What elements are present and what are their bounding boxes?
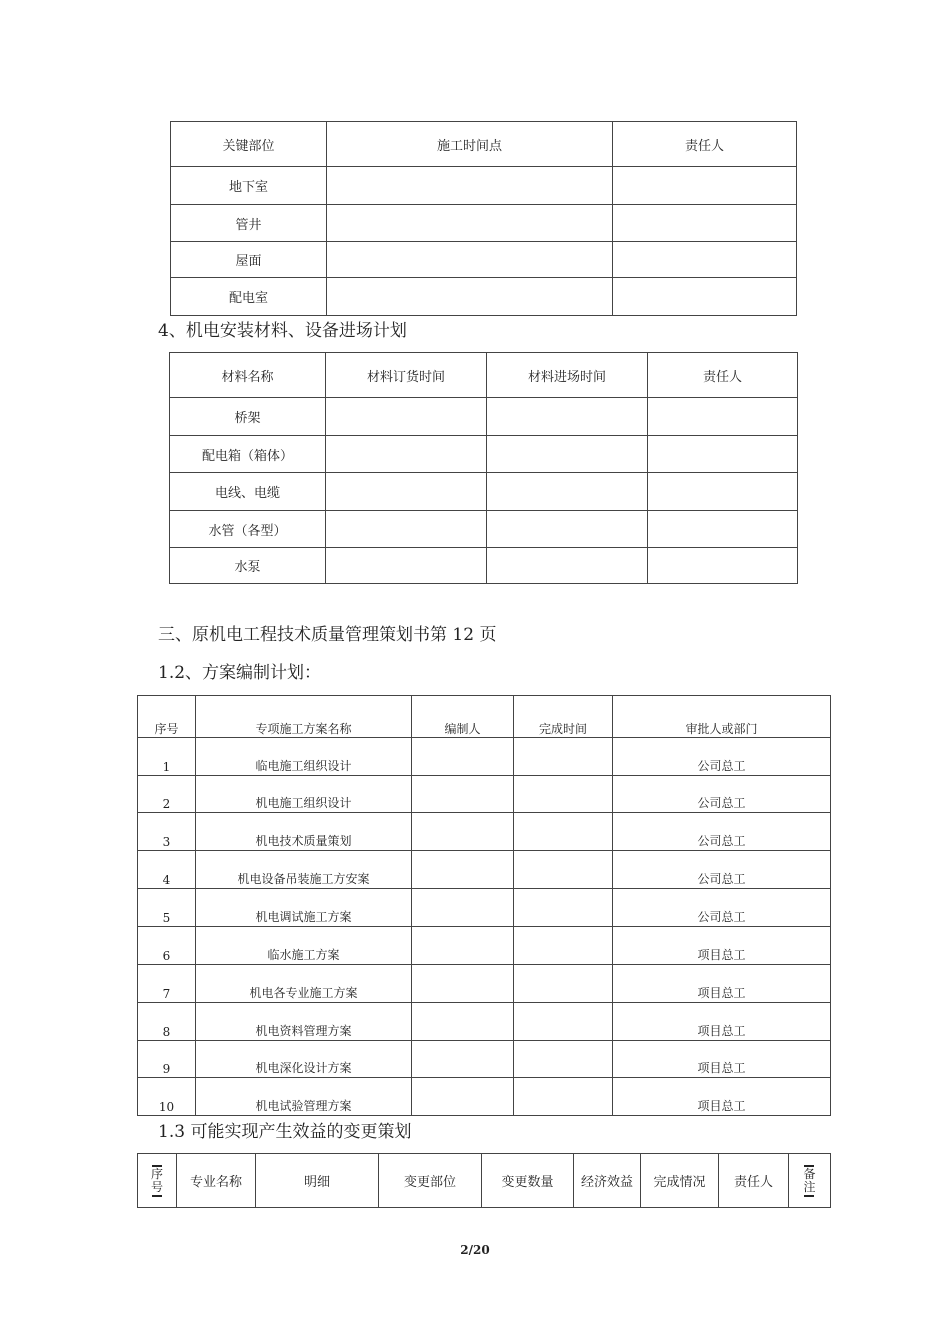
header-responsible: 责任人 bbox=[719, 1154, 789, 1208]
plan-table bbox=[137, 695, 831, 1116]
header-no: 序号 bbox=[138, 696, 196, 738]
header-no-vertical: 序 号 bbox=[138, 1154, 177, 1208]
approver-cell: 公司总工 bbox=[613, 813, 831, 851]
table-row bbox=[138, 1078, 831, 1116]
key-part-cell: 地下室 bbox=[171, 167, 327, 205]
table-row bbox=[171, 278, 797, 316]
row-no-cell: 8 bbox=[138, 1003, 196, 1041]
table-row bbox=[170, 473, 798, 511]
table-row bbox=[170, 548, 798, 584]
plan-name-cell: 机电施工组织设计 bbox=[196, 776, 412, 813]
plan-name-cell: 机电设备吊装施工方安案 bbox=[196, 851, 412, 889]
author-cell bbox=[412, 965, 514, 1003]
table-row bbox=[171, 242, 797, 278]
finish-time-cell bbox=[514, 927, 613, 965]
plan-name-cell: 临电施工组织设计 bbox=[196, 738, 412, 776]
header-key-part: 关键部位 bbox=[171, 122, 327, 167]
table-row bbox=[138, 813, 831, 851]
page-number: 2/20 bbox=[460, 1243, 490, 1257]
row-no-cell: 10 bbox=[138, 1078, 196, 1116]
finish-time-cell bbox=[514, 889, 613, 927]
plan-name-cell: 机电调试施工方案 bbox=[196, 889, 412, 927]
plan-name-cell: 机电深化设计方案 bbox=[196, 1041, 412, 1078]
header-order-time: 材料订货时间 bbox=[326, 353, 487, 398]
approver-cell: 公司总工 bbox=[613, 776, 831, 813]
header-author: 编制人 bbox=[412, 696, 514, 738]
row-no-cell: 6 bbox=[138, 927, 196, 965]
finish-time-cell bbox=[514, 1041, 613, 1078]
plan-name-cell: 机电各专业施工方案 bbox=[196, 965, 412, 1003]
material-name-cell: 桥架 bbox=[170, 398, 326, 436]
header-finish-time: 完成时间 bbox=[514, 696, 613, 738]
row-no-cell: 3 bbox=[138, 813, 196, 851]
row-no-cell: 2 bbox=[138, 776, 196, 813]
header-completion: 完成情况 bbox=[641, 1154, 719, 1208]
author-cell bbox=[412, 813, 514, 851]
header-plan-name: 专项施工方案名称 bbox=[196, 696, 412, 738]
table-row bbox=[170, 398, 798, 436]
material-name-cell: 水管（各型） bbox=[170, 511, 326, 548]
section-4-title: 4、机电安装材料、设备进场计划 bbox=[158, 321, 407, 341]
key-parts-table bbox=[170, 121, 797, 316]
plan-name-cell: 临水施工方案 bbox=[196, 927, 412, 965]
header-change-quantity: 变更数量 bbox=[482, 1154, 574, 1208]
row-no-cell: 1 bbox=[138, 738, 196, 776]
row-no-cell: 5 bbox=[138, 889, 196, 927]
table-row bbox=[138, 776, 831, 813]
approver-cell: 项目总工 bbox=[613, 965, 831, 1003]
material-name-cell: 水泵 bbox=[170, 548, 326, 584]
approver-cell: 公司总工 bbox=[613, 889, 831, 927]
table-row bbox=[170, 436, 798, 473]
section-1-3-title: 1.3 可能实现产生效益的变更策划 bbox=[158, 1122, 412, 1142]
header-construction-time: 施工时间点 bbox=[327, 122, 613, 167]
approver-cell: 项目总工 bbox=[613, 1078, 831, 1116]
approver-cell: 项目总工 bbox=[613, 1003, 831, 1041]
approver-cell: 公司总工 bbox=[613, 851, 831, 889]
author-cell bbox=[412, 851, 514, 889]
finish-time-cell bbox=[514, 1003, 613, 1041]
table-row bbox=[138, 927, 831, 965]
approver-cell: 项目总工 bbox=[613, 1041, 831, 1078]
author-cell bbox=[412, 1078, 514, 1116]
plan-name-cell: 机电技术质量策划 bbox=[196, 813, 412, 851]
finish-time-cell bbox=[514, 965, 613, 1003]
table-row bbox=[138, 851, 831, 889]
table-row bbox=[170, 511, 798, 548]
header-detail: 明细 bbox=[256, 1154, 379, 1208]
key-part-cell: 管井 bbox=[171, 205, 327, 242]
header-responsible: 责任人 bbox=[613, 122, 797, 167]
table-row bbox=[171, 167, 797, 205]
change-plan-table bbox=[137, 1153, 831, 1208]
row-no-cell: 9 bbox=[138, 1041, 196, 1078]
header-approver: 审批人或部门 bbox=[613, 696, 831, 738]
author-cell bbox=[412, 776, 514, 813]
header-responsible: 责任人 bbox=[648, 353, 798, 398]
materials-table bbox=[169, 352, 798, 584]
table-row bbox=[138, 889, 831, 927]
header-arrival-time: 材料进场时间 bbox=[487, 353, 648, 398]
table-row bbox=[138, 738, 831, 776]
row-no-cell: 7 bbox=[138, 965, 196, 1003]
header-change-location: 变更部位 bbox=[379, 1154, 482, 1208]
material-name-cell: 配电箱（箱体） bbox=[170, 436, 326, 473]
key-part-cell: 配电室 bbox=[171, 278, 327, 316]
section-3-title: 三、原机电工程技术质量管理策划书第 12 页 bbox=[158, 625, 497, 645]
author-cell bbox=[412, 927, 514, 965]
finish-time-cell bbox=[514, 776, 613, 813]
row-no-cell: 4 bbox=[138, 851, 196, 889]
finish-time-cell bbox=[514, 738, 613, 776]
finish-time-cell bbox=[514, 813, 613, 851]
material-name-cell: 电线、电缆 bbox=[170, 473, 326, 511]
approver-cell: 项目总工 bbox=[613, 927, 831, 965]
table-row bbox=[138, 1003, 831, 1041]
section-1-2-title: 1.2、方案编制计划： bbox=[158, 663, 322, 683]
table-row bbox=[138, 1041, 831, 1078]
finish-time-cell bbox=[514, 1078, 613, 1116]
author-cell bbox=[412, 1041, 514, 1078]
key-part-cell: 屋面 bbox=[171, 242, 327, 278]
header-discipline: 专业名称 bbox=[177, 1154, 256, 1208]
plan-name-cell: 机电资料管理方案 bbox=[196, 1003, 412, 1041]
table-row bbox=[171, 205, 797, 242]
approver-cell: 公司总工 bbox=[613, 738, 831, 776]
author-cell bbox=[412, 889, 514, 927]
author-cell bbox=[412, 1003, 514, 1041]
plan-name-cell: 机电试验管理方案 bbox=[196, 1078, 412, 1116]
header-economic-benefit: 经济效益 bbox=[574, 1154, 641, 1208]
header-remark-vertical: 备 注 bbox=[789, 1154, 831, 1208]
header-material-name: 材料名称 bbox=[170, 353, 326, 398]
author-cell bbox=[412, 738, 514, 776]
table-row bbox=[138, 965, 831, 1003]
finish-time-cell bbox=[514, 851, 613, 889]
